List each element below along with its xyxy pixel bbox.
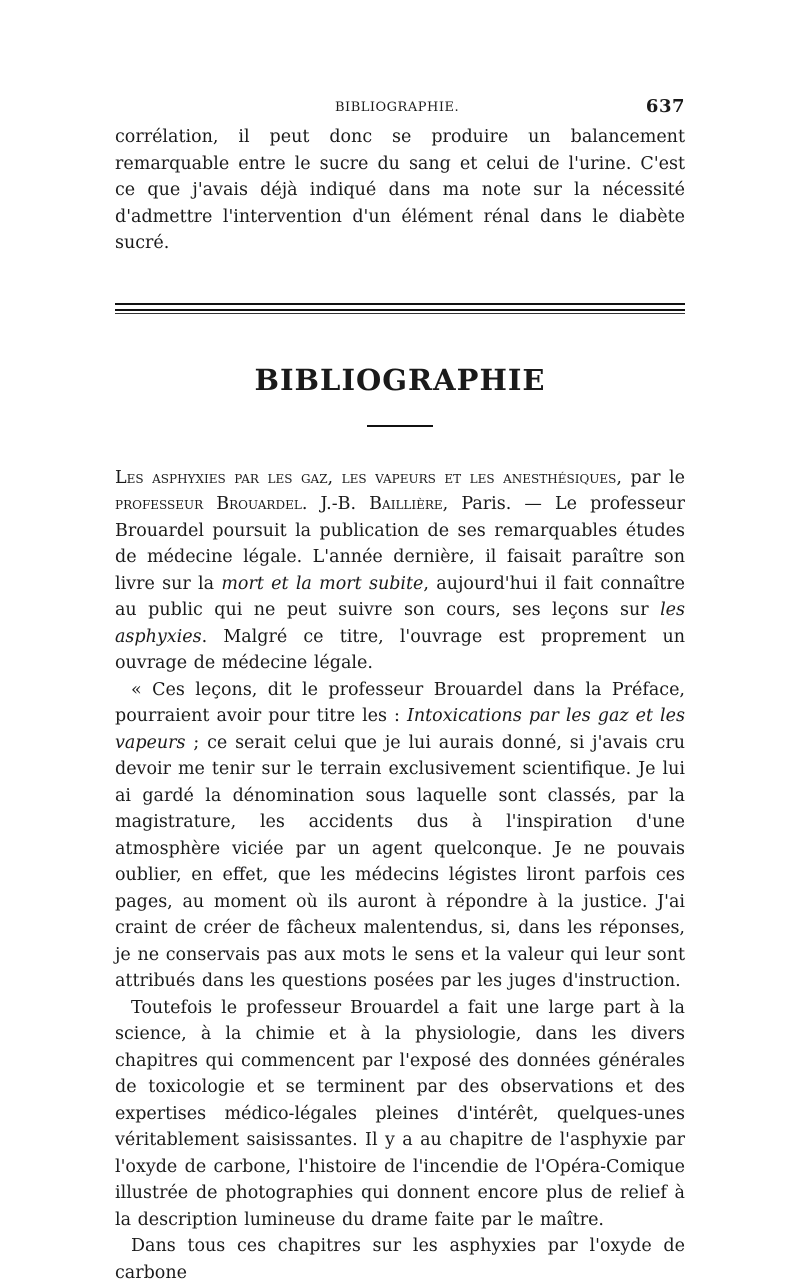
intro-paragraph: corrélation, il peut donc se produire un balancement remarquable entre le sucre du sang et celui de l'urine. C'est ce que j'avais déjà indiqué dans ma note sur la nécessité d'admettre l'intervention d'un élément rénal dans le diabète sucré.	[115, 127, 685, 253]
section-divider	[115, 303, 685, 315]
by-text: par le	[621, 467, 685, 488]
review-paragraph-3: Toutefois le professeur Brouardel a fait une large part à la science, à la chimie et à la physiologie, dans les divers chapitres qui commencent par l'exposé des données générales de toxicologie et se terminent par des observations et des expertises médico-légales pleines d'intérêt, quelques-unes véritablement saisissantes. Il y a au chapitre de l'asphyxie par l'oxyde de carbone, l'histoire de l'incendie de l'Opéra-Comique illustrée de photographies qui donnent encore plus de relief à la description lumineuse du drame faite par le maître.	[115, 997, 685, 1230]
page-number: 637	[645, 96, 685, 117]
paragraph-2-text-b: ; ce serait celui que je lui aurais donné, si j'avais cru devoir me tenir sur le terrain exclusivement scientifique. Je lui ai gardé la dénomination sous laquelle sont classés, par la magistrature, les accidents dus à l'inspiration d'une atmosphère viciée par un agent quelconque. Je ne pouvais oublier, en effet, que les médecins légistes liront parfois ces pages, au moment où ils auront à répondre à la justice. J'ai craint de créer de fâcheux malentendus, si, dans les réponses, je ne conservais pas aux mots le sens et la valeur qui leur sont attribués dans les questions posées par les juges d'instruction.	[115, 732, 685, 991]
section-title: BIBLIOGRAPHIE	[254, 362, 546, 397]
review-paragraph-1	[115, 465, 685, 677]
review-paragraph-4: Dans tous ces chapitres sur les asphyxies par l'oxyde de carbone	[115, 1236, 685, 1283]
paragraph-1-text-a: Paris. — Le professeur Brouardel poursuit la publication de ses remarquables études de médecine légale. L'année dernière, il faisait paraître son livre sur la	[115, 494, 686, 594]
cited-title-mort-subite: mort et la mort subite	[221, 573, 424, 594]
cited-title-asphyxies: les asphyxies	[115, 600, 685, 647]
cited-title-intoxications: Intoxications par les gaz et les vapeurs	[115, 706, 685, 753]
running-header	[115, 94, 685, 124]
paragraph-1-text-b: , aujourd'hui il fait connaître au public qui ne peut suivre son cours, ses leçons sur	[115, 573, 686, 620]
paragraph-1-text-c: . Malgré ce titre, l'ouvrage est proprement un ouvrage de médecine légale.	[115, 626, 685, 673]
divider-line-top	[115, 303, 685, 305]
book-author: professeur Brouardel.	[115, 494, 308, 514]
book-page	[115, 94, 685, 1286]
title-underline	[367, 425, 433, 427]
book-publisher: J.-B. Baillière,	[307, 494, 449, 514]
running-title: BIBLIOGRAPHIE.	[335, 100, 460, 115]
divider-line-bottom	[115, 313, 685, 314]
divider-line-middle	[115, 309, 685, 311]
book-title: Les asphyxies par les gaz, les vapeurs et les anesthésiques,	[115, 467, 622, 488]
review-paragraph-2	[115, 677, 685, 995]
paragraph-2-text-a: « Ces leçons, dit le professeur Brouardel dans la Préface, pourraient avoir pour titre les :	[115, 679, 685, 726]
